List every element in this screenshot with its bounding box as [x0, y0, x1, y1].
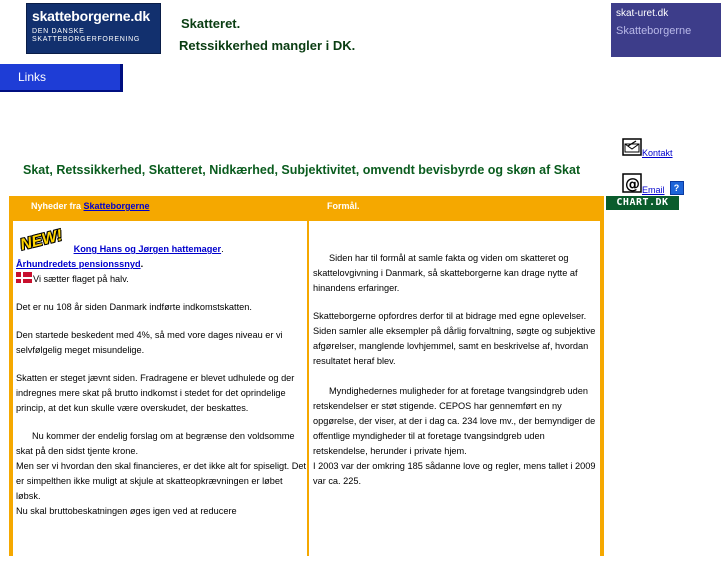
news-paragraph: Den startede beskedent med 4%, så med vore dages niveau er vi selvfølgelig meget misundelige. — [16, 330, 283, 355]
news-header: Nyheder fra Skatteborgerne — [31, 201, 150, 211]
email-link[interactable]: Email — [642, 185, 665, 195]
email-block — [622, 173, 684, 195]
news-links: NEW! Kong Hans og Jørgen hattemager. — [16, 229, 307, 257]
at-sign-icon[interactable] — [622, 173, 642, 195]
keywords-heading: Skat, Retssikkerhed, Skatteret, Nidkærhed, Subjektivitet, omvendt bevisbyrde og skøn af Skat — [23, 163, 581, 177]
news-paragraph: Skatten er steget jævnt siden. Fradragene er blevet udhulede og der indregnes mere skat på brutto indkomst i stedet for det oprindelige princip, at det kun skulle være overskudet, der beskattes. — [16, 373, 295, 413]
news-column — [13, 221, 307, 561]
kontakt-block — [622, 138, 673, 158]
flag-note: Vi sætter flaget på halv. — [16, 272, 307, 287]
new-badge-icon: NEW! — [18, 227, 65, 254]
page-title: Skatteret. — [181, 16, 241, 31]
content-panel — [9, 196, 604, 556]
page-tagline: Retssikkerhed mangler i DK. — [179, 38, 356, 53]
chart-dk-badge[interactable]: CHART.DK — [606, 196, 679, 210]
danish-flag-icon — [16, 272, 32, 283]
links-button[interactable]: Links — [0, 64, 123, 92]
help-icon[interactable]: ? — [670, 181, 684, 195]
pensionssnyd-link[interactable]: Århundredets pensionssnyd — [16, 259, 141, 269]
kong-hans-link[interactable]: Kong Hans og Jørgen hattemager — [73, 244, 222, 254]
kontakt-link[interactable]: Kontakt — [642, 148, 673, 158]
logo-title: skatteborgerne.dk — [32, 8, 150, 24]
news-paragraph: Det er nu 108 år siden Danmark indførte indkomstskatten. — [16, 302, 252, 312]
news-paragraph: Nu kommer der endelig forslag om at begrænse den voldsomme skat på den sidst tjente krone. Men ser vi hvordan den skal financieres, er det ikke alt for spiseligt. Det er simpelthen ikke muligt at skjule at skatteopkrævningen er løbet løbsk. Nu skal bruttobeskatningen øges igen ved at reducere — [16, 431, 307, 516]
skatteborgerne-news-link[interactable]: Skatteborgerne — [83, 201, 150, 211]
svg-text:@: @ — [625, 175, 640, 193]
purpose-header: Formål. — [327, 201, 360, 211]
skatteborgerne-label: Skatteborgerne — [616, 25, 692, 37]
logo-subtitle: DEN DANSKE SKATTEBORGERFORENING — [32, 28, 140, 43]
pension-link-row: Århundredets pensionssnyd. — [16, 259, 144, 269]
purpose-paragraph: Siden har til formål at samle fakta og viden om skatteret og skattelovgivning i Danmark, så skatteborgerne kan drage nytte af hinandens erfaringer. — [313, 253, 578, 293]
purpose-paragraph: Myndighedernes muligheder for at foretage tvangsindgreb uden retskendelser er støt stigende. CEPOS har gennemført en ny opgørelse, der viser, at der i dag ca. 234 love mv., der bemyndiger de offentlige myndigheder til at foretage tvangsindgreb uden retskendelse, herunder i private hjem. I 2003 var der omkring 185 sådanne love og regler, mens tallet i 2009 var ca. 225. — [313, 386, 596, 486]
purpose-paragraph: Skatteborgerne opfordres derfor til at bidrage med egne oplevelser. Siden samler alle eksempler på dårlig forvaltning, søgte og subjektive afgørelser, manglende lovhjemmel, samt en beskrivelse af, hvordan resultatet heraf blev. — [313, 311, 596, 366]
envelope-icon[interactable] — [622, 138, 642, 158]
purpose-column — [309, 221, 600, 561]
skat-uret-logo[interactable] — [611, 3, 721, 57]
skatteborgerne-logo[interactable] — [26, 3, 161, 54]
skat-uret-label: skat-uret.dk — [616, 8, 669, 19]
